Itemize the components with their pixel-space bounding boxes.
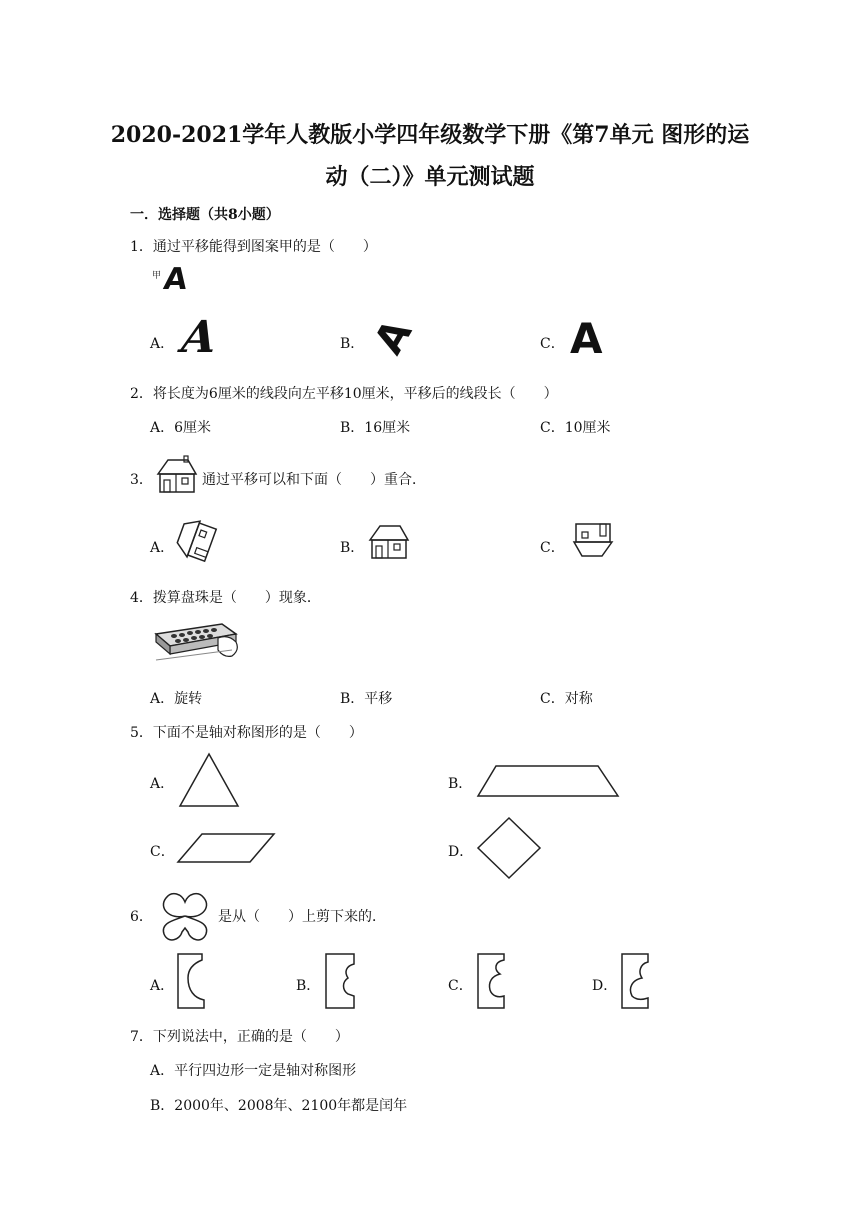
q5-option-c-label: C． [150,844,175,860]
cut-paper-option-b [322,950,362,1012]
question-6-stem: 是从（ ）上剪下来的． [218,909,386,925]
parallelogram-figure [176,828,278,868]
cut-paper-option-a [174,950,214,1012]
q6-option-d-label: D． [592,978,618,994]
q1-option-b-label: B． [340,336,365,352]
question-6-number: 6． [130,909,153,925]
q7-option-b: B．2000年、2008年、2100年都是闰年 [150,1098,408,1114]
question-2-stem: 2．将长度为6厘米的线段向左平移10厘米，平移后的线段长（ ） [130,386,558,402]
q4-option-b: B．平移 [340,691,393,707]
q2-option-c: C．10厘米 [540,420,611,436]
question-7-stem: 7．下列说法中，正确的是（ ） [130,1029,349,1045]
house-figure-original [154,454,200,496]
q4-option-c: C．对称 [540,691,593,707]
trapezoid-figure [474,760,624,802]
cut-paper-option-d [618,950,658,1012]
q2-option-a: A．6厘米 [150,420,212,436]
q6-option-a-label: A． [150,978,175,994]
letter-a-figure-original: A [161,262,190,297]
question-1-stem: 1．通过平移能得到图案甲的是（ ） [130,239,377,255]
q3-option-c-label: C． [540,540,565,556]
q6-option-c-label: C． [448,978,473,994]
page-title-line1: 2020-2021学年人教版小学四年级数学下册《第7单元 图形的运 [110,122,750,148]
q4-option-a: A．旋转 [150,691,203,707]
q7-option-a: A．平行四边形一定是轴对称图形 [150,1063,357,1079]
triangle-figure [176,750,242,810]
letter-a-figure-option-c: A [570,314,603,363]
letter-a-figure-option-a: A [179,312,219,363]
cut-paper-option-c [474,950,514,1012]
q6-option-b-label: B． [296,978,321,994]
question-3-number: 3． [130,472,153,488]
section-heading: 一．选择题（共8小题） [130,207,280,223]
figure-caption-jia: 甲 [152,271,162,281]
question-4-stem: 4．拨算盘珠是（ ）现象． [130,590,321,606]
house-figure-option-a [174,518,218,564]
letter-a-figure-option-b: A [365,312,422,362]
question-3-stem: 通过平移可以和下面（ ）重合． [202,472,426,488]
q1-option-c-label: C． [540,336,565,352]
house-figure-option-c [570,520,616,562]
house-figure-option-b [366,522,412,562]
q5-option-b-label: B． [448,776,473,792]
q5-option-d-label: D． [448,844,474,860]
q5-option-a-label: A． [150,776,175,792]
q3-option-a-label: A． [150,540,175,556]
question-5-stem: 5．下面不是轴对称图形的是（ ） [130,725,363,741]
q1-option-a-label: A． [150,336,175,352]
q2-option-b: B．16厘米 [340,420,411,436]
q3-option-b-label: B． [340,540,365,556]
clover-figure [154,886,216,946]
abacus-figure [152,620,242,666]
rhombus-figure [474,814,544,882]
page-title-line2: 动（二）》单元测试题 [325,164,535,190]
